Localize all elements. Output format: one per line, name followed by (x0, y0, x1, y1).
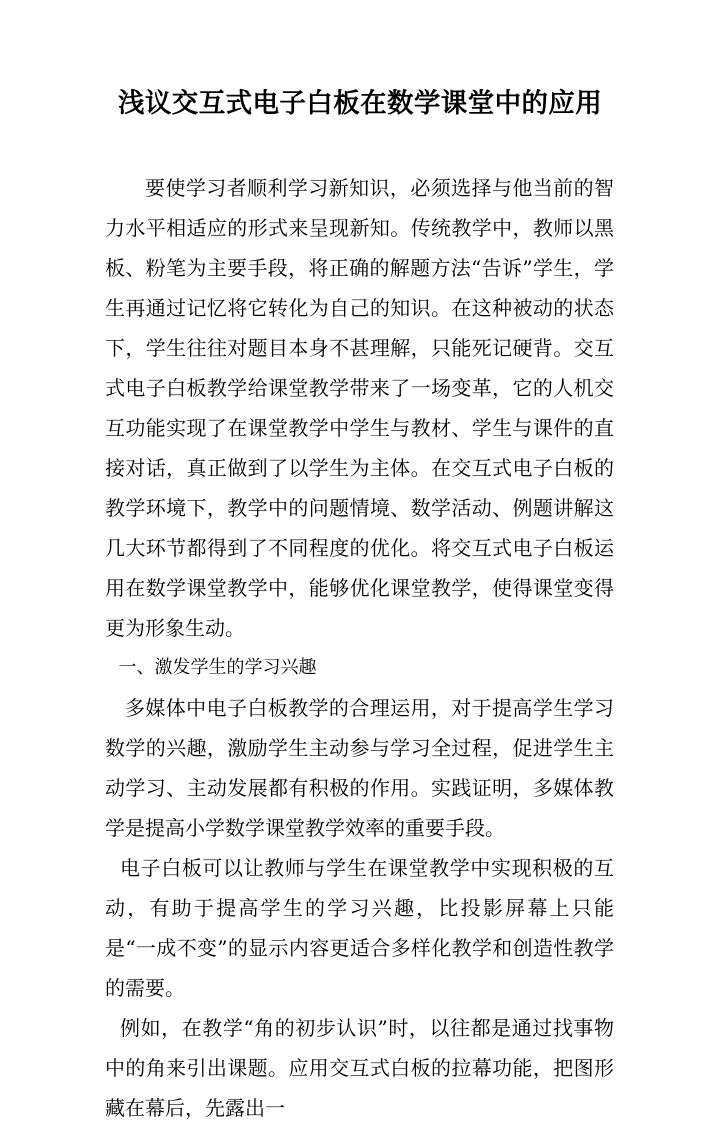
body-paragraph-3: 电子白板可以让教师与学生在课堂教学中实现积极的互动，有助于提高学生的学习兴趣，比投影屏幕上只能是“一成不变”的显示内容更适合多样化教学和创造性教学的需要。 (105, 856, 614, 1000)
page-title: 浅议交互式电子白板在数学课堂中的应用 (118, 88, 603, 119)
document-content (105, 0, 614, 1128)
section-heading-1: 一、激发学生的学习兴趣 (118, 657, 317, 678)
body-paragraph-4: 例如，在教学“角的初步认识”时，以往都是通过找事物中的角来引出课题。应用交互式白板的拉幕功能，把图形藏在幕后，先露出一 (105, 1016, 614, 1120)
body-paragraph-1: 要使学习者顺利学习新知识，必须选择与他当前的智力水平相适应的形式来呈现新知。传统教学中，教师以黑板、粉笔为主要手段，将正确的解题方法“告诉”学生，学生再通过记忆将它转化为自己的知识。在这种被动的状态下，学生往往对题目本身不甚理解，只能死记硬背。交互式电子白板教学给课堂教学带来了一场变革，它的人机交互功能实现了在课堂教学中学生与教材、学生与课件的直接对话，真正做到了以学生为主体。在交互式电子白板的教学环境下，教学中的问题情境、数学活动、例题讲解这几大环节都得到了不同程度的优化。将交互式电子白板运用在数学课堂教学中，能够优化课堂教学，使得课堂变得更为形象生动。 (105, 176, 614, 640)
body-paragraph-2: 多媒体中电子白板教学的合理运用，对于提高学生学习数学的兴趣，激励学生主动参与学习全过程，促进学生主动学习、主动发展都有积极的作用。实践证明，多媒体教学是提高小学数学课堂教学效率的重要手段。 (105, 696, 614, 840)
